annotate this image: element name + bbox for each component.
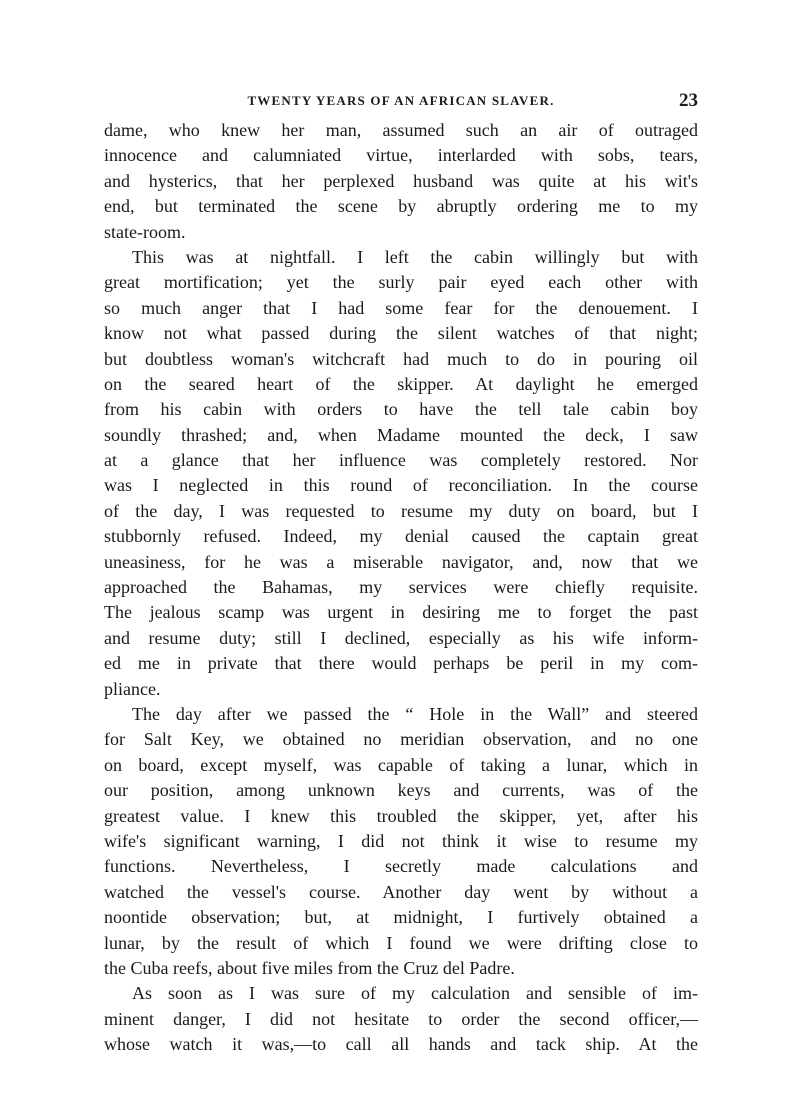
text-line: pliance. (104, 678, 161, 699)
text-line: our position, among unknown keys and currents, was of the (104, 780, 698, 801)
text-line: the Cuba reefs, about five miles from the Cruz del Padre. (104, 957, 515, 978)
text-line: As soon as I was sure of my calculation and sensible of im- (132, 983, 698, 1004)
text-line: so much anger that I had some fear for the denouement. I (104, 297, 698, 318)
text-line: greatest value. I knew this troubled the skipper, yet, after his (104, 805, 698, 826)
text-line: approached the Bahamas, my services were chiefly requisite. (104, 577, 698, 598)
text-line: state-room. (104, 221, 186, 242)
text-line: end, but terminated the scene by abruptly ordering me to my (104, 196, 698, 217)
text-line: and resume duty; still I declined, especially as his wife inform- (104, 627, 698, 648)
running-head: TWENTY YEARS OF AN AFRICAN SLAVER. (247, 93, 555, 108)
text-line: lunar, by the result of which I found we were drifting close to (104, 932, 698, 953)
text-line: whose watch it was,—to call all hands and tack ship. At the (104, 1034, 698, 1055)
text-line: soundly thrashed; and, when Madame mounted the deck, I saw (104, 424, 698, 445)
text-line: great mortification; yet the surly pair eyed each other with (104, 272, 698, 293)
text-line: on board, except myself, was capable of taking a lunar, which in (104, 754, 698, 775)
text-line: of the day, I was requested to resume my duty on board, but I (104, 500, 698, 521)
text-line: wife's significant warning, I did not think it wise to resume my (104, 830, 698, 851)
text-line: minent danger, I did not hesitate to order the second officer,— (104, 1008, 698, 1029)
text-line: on the seared heart of the skipper. At daylight he emerged (104, 373, 698, 394)
text-line: for Salt Key, we obtained no meridian observation, and no one (104, 729, 698, 750)
page-header (104, 86, 698, 116)
text-line: The jealous scamp was urgent in desiring me to forget the past (104, 602, 698, 623)
text-line: The day after we passed the “ Hole in the Wall” and steered (132, 703, 698, 724)
text-line: dame, who knew her man, assumed such an air of outraged (104, 120, 698, 140)
text-line: at a glance that her influence was completely restored. Nor (104, 450, 698, 471)
page-number: 23 (679, 90, 698, 111)
text-line: noontide observation; but, at midnight, I furtively obtained a (104, 907, 698, 928)
book-page (104, 86, 698, 1057)
text-line: know not what passed during the silent watches of that night; (104, 323, 698, 344)
text-line: uneasiness, for he was a miserable navigator, and, now that we (104, 551, 698, 572)
text-line: This was at nightfall. I left the cabin willingly but with (132, 246, 698, 267)
body-text (104, 118, 698, 1057)
text-line: but doubtless woman's witchcraft had much to do in pouring oil (104, 348, 698, 369)
text-line: stubbornly refused. Indeed, my denial caused the captain great (104, 526, 698, 547)
text-line: and hysterics, that her perplexed husband was quite at his wit's (104, 170, 698, 191)
text-line: watched the vessel's course. Another day went by without a (104, 881, 698, 902)
text-line: innocence and calumniated virtue, interlarded with sobs, tears, (104, 145, 698, 166)
text-line: functions. Nevertheless, I secretly made calculations and (104, 856, 698, 877)
text-line: was I neglected in this round of reconciliation. In the course (104, 475, 698, 496)
text-line: from his cabin with orders to have the tell tale cabin boy (104, 399, 698, 420)
text-line: ed me in private that there would perhaps be peril in my com- (104, 653, 698, 674)
